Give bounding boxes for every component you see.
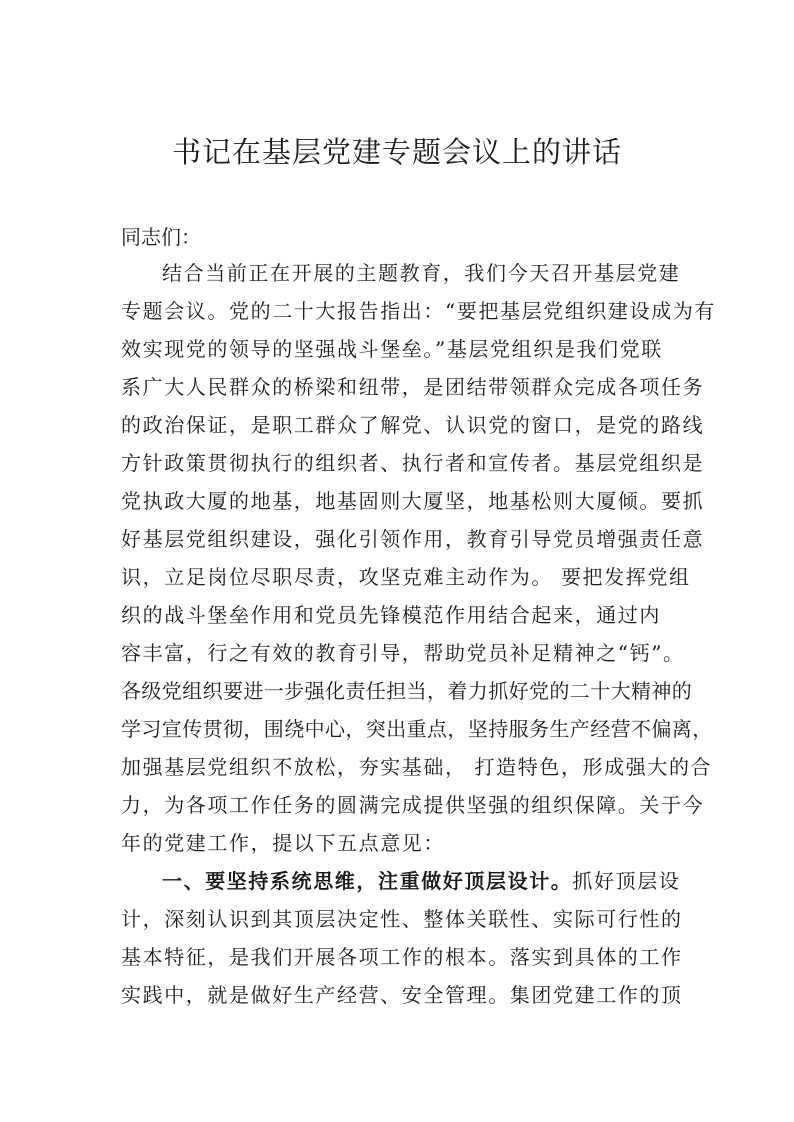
section-1-first-tail: 抓好顶层设: [572, 869, 681, 893]
body-line: 结合当前正在开展的主题教育，我们今天召开基层党建: [162, 261, 681, 285]
body-line: 计，深刻认识到其顶层决定性、整体关联性、实际可行性的: [121, 907, 683, 931]
body-line: 系广大人民群众的桥梁和纽带，是团结带领群众完成各项任务: [121, 375, 705, 399]
body-line: 党执政大厦的地基，地基固则大厦坚，地基松则大厦倾。要抓: [121, 489, 705, 513]
body-line: 的政治保证，是职工群众了解党、认识党的窗口，是党的路线: [121, 413, 705, 437]
body-line: 效实现党的领导的坚强战斗堡垒。”基层党组织是我们党联: [121, 337, 663, 361]
body-line: 实践中，就是做好生产经营、安全管理。集团党建工作的顶: [121, 983, 683, 1007]
body-line: 织的战斗堡垒作用和党员先锋模范作用结合起来，通过内: [121, 603, 661, 627]
section-1-heading: 一、要坚持系统思维，注重做好顶层设计。: [162, 869, 573, 893]
body-line: 加强基层党组织不放松，夯实基础， 打造特色，形成强大的合: [121, 755, 713, 779]
body-line: 识，立足岗位尽职尽责，攻坚克难主动作为。 要把发挥党组: [121, 565, 691, 589]
body-line: 方针政策贯彻执行的组织者、执行者和宣传者。基层党组织是: [121, 451, 705, 475]
body-line: 基本特征，是我们开展各项工作的根本。落实到具体的工作: [121, 945, 683, 969]
body-line: 专题会议。党的二十大报告指出：“要把基层党组织建设成为有: [121, 299, 717, 323]
section-1-first-line: [162, 866, 680, 896]
document-title: 书记在基层党建专题会议上的讲话: [171, 135, 622, 169]
body-line: 各级党组织要进一步强化责任担当，着力抓好党的二十大精神的: [121, 679, 693, 703]
salutation: 同志们：: [121, 225, 201, 249]
body-line: 容丰富，行之有效的教育引导，帮助党员补足精神之“钙”。: [121, 641, 685, 665]
body-line: 年的党建工作，提以下五点意见：: [121, 831, 445, 855]
body-line: 好基层党组织建设，强化引领作用，教育引导党员增强责任意: [121, 527, 705, 551]
body-line: 学习宣传贯彻，围绕中心，突出重点，坚持服务生产经营不偏离，: [121, 717, 713, 741]
body-line: 力，为各项工作任务的圆满完成提供坚强的组织保障。关于今: [121, 793, 705, 817]
